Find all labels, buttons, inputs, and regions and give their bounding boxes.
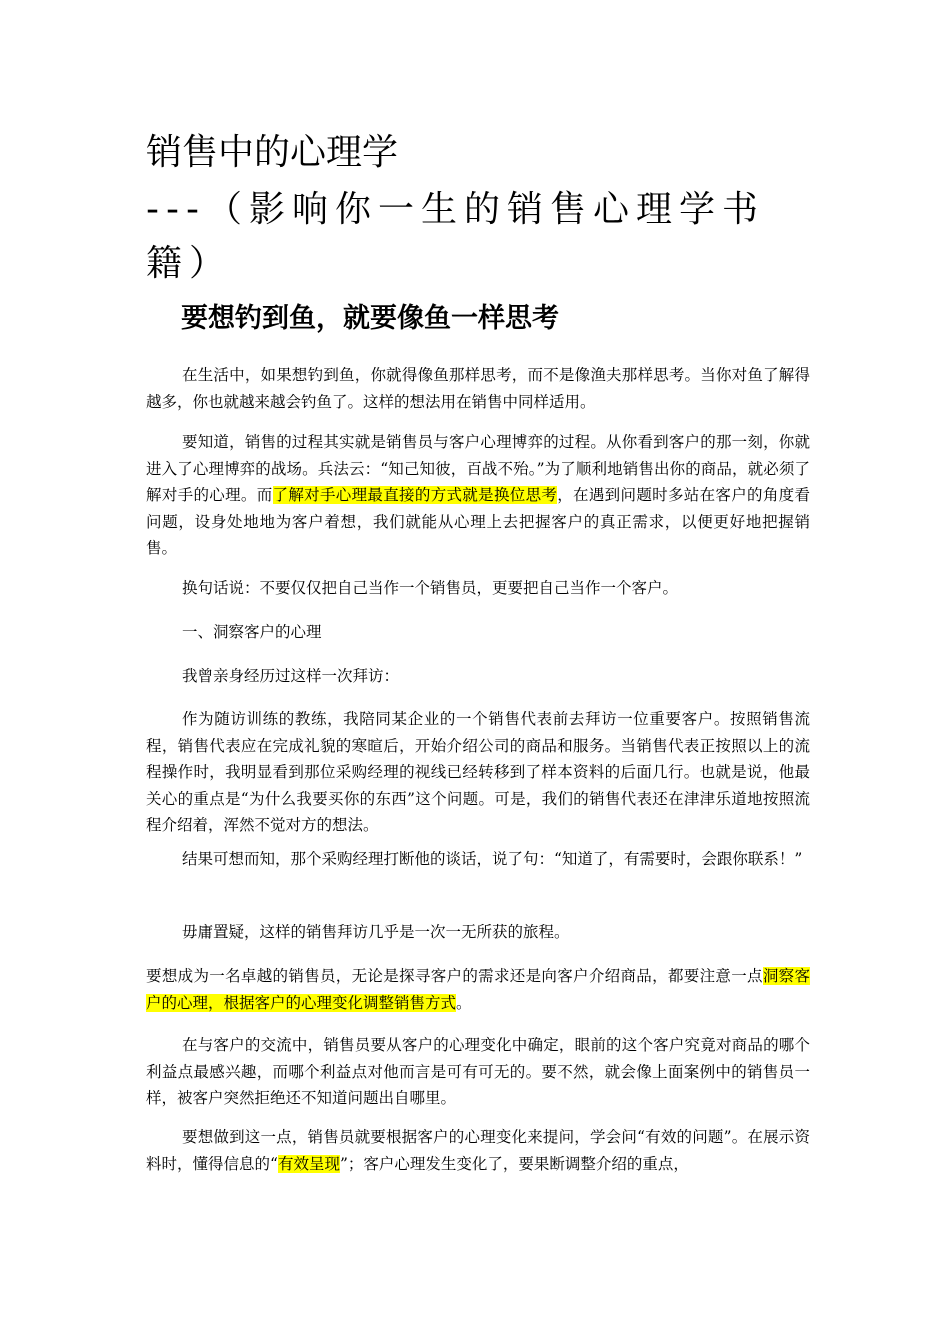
document-subtitle: ---（影响你一生的销售心理学书籍）	[146, 189, 765, 284]
paragraph-psychology-game	[146, 429, 810, 562]
paragraph-excellent-salesperson	[146, 963, 810, 1016]
paragraph-result: 结果可想而知，那个采购经理打断他的谈话，说了句：“知道了，有需要时，会跟你联系！”	[182, 850, 803, 868]
paragraph-experience-intro: 我曾亲身经历过这样一次拜访：	[182, 667, 400, 685]
paragraph-case-story: 作为随访训练的教练，我陪同某企业的一个销售代表前去拜访一位重要客户。按照销售流程，销售代表应在完成礼貌的寒暄后，开始介绍公司的商品和服务。当销售代表正按照以上的流程操作时，我明显看到那位采购经理的视线已经转移到了样本资料的后面几行。也就是说，他最关心的重点是“为什么我要买你的东西”这个问题。可是，我们的销售代表还在津津乐道地按照流程介绍着，浑然不觉对方的想法。	[146, 710, 810, 834]
highlighted-text: 洞察客户的心理，根据客户的心理变化调整销售方式	[146, 967, 810, 1012]
section-heading: 要想钓到鱼，就要像鱼一样思考	[181, 303, 559, 334]
subsection-heading: 一、洞察客户的心理	[182, 623, 322, 641]
paragraph-text: 要知道，销售的过程其实就是销售员与客户心理博弈的过程。从你看到客户的那一刻，你就进入了心理博弈的战场。兵法云：“知己知彼，百战不殆。”为了顺利地销售出你的商品，就必须了解对手的心理。而	[146, 433, 810, 504]
paragraph-communication: 在与客户的交流中，销售员要从客户的心理变化中确定，眼前的这个客户究竟对商品的哪个利益点最感兴趣，而哪个利益点对他而言是可有可无的。要不然，就会像上面案例中的销售员一样，被客户突然拒绝还不知道问题出自哪里。	[146, 1036, 810, 1107]
paragraph-text: 要想做到这一点，销售员就要根据客户的心理变化来提问，学会问“有效的问题”。在展示资料时，懂得信息的“	[146, 1128, 810, 1173]
highlighted-text: 有效呈现	[277, 1154, 340, 1173]
paragraph-fishing-analogy: 在生活中，如果想钓到鱼，你就得像鱼那样思考，而不是像渔夫那样思考。当你对鱼了解得越多，你也就越来越会钓鱼了。这样的想法用在销售中同样适用。	[146, 366, 810, 411]
paragraph-text: 要想成为一名卓越的销售员，无论是探寻客户的需求还是向客户介绍商品，都要注意一点	[146, 967, 763, 985]
paragraph-text: 。	[456, 993, 472, 1012]
paragraph-text: ”；客户心理发生变化了，要果断调整介绍的重点，	[339, 1154, 689, 1173]
paragraph-no-doubt: 毋庸置疑，这样的销售拜访几乎是一次一无所获的旅程。	[182, 923, 570, 941]
paragraph-in-other-words: 换句话说：不要仅仅把自己当作一个销售员，更要把自己当作一个客户。	[182, 579, 679, 597]
highlighted-text: 了解对手心理最直接的方式就是换位思考	[272, 486, 558, 504]
paragraph-text: ，在遇到问题时多站在客户的角度看问题，设身处地地为客户着想，我们就能从心理上去把握客户的真正需求，以便更好地把握销售。	[146, 486, 810, 557]
paragraph-effective-questions	[146, 1124, 810, 1177]
document-title: 销售中的心理学	[146, 132, 399, 173]
